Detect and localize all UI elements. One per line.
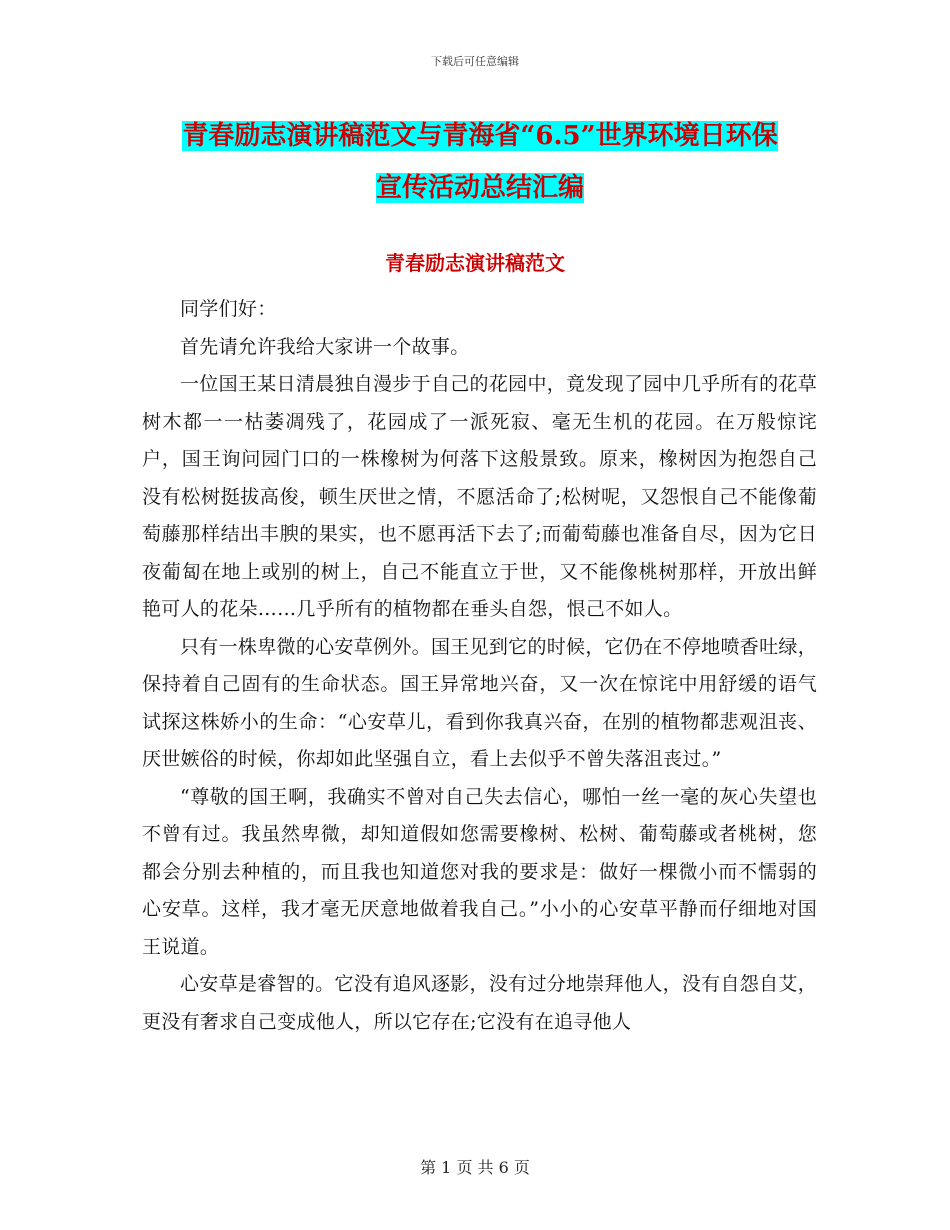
section-title: 青春励志演讲稿范文 [385,251,565,275]
paragraph-intro: 首先请允许我给大家讲一个故事。 [180,335,470,358]
paragraph-story: 一位国王某日清晨独自漫步于自己的花园中，竟发现了园中几乎所有的花草树木都一一枯萎凋残了，花园成了一派死寂、毫无生机的花园。在万般惊诧户，国王询问园门口的一株橡树为何落下这般景致。原来，橡树因为抱怨自己没有松树挺拔高俊，顿生厌世之情，不愿活命了;松树呢，又怨恨自己不能像葡萄藤那样结出丰腴的果实，也不愿再活下去了;而葡萄藤也准备自尽，因为它日夜葡匐在地上或别的树上，自己不能直立于世，又不能像桃树那样，开放出鲜艳可人的花朵……几乎所有的植物都在垂头自怨，恨己不如人。 [142,373,817,620]
paragraph-greeting: 同学们好： [180,298,277,320]
document-title-line1: 青春励志演讲稿范文与青海省“6.5”世界环境日环保 [182,121,778,151]
paragraph-heartsease: 只有一株卑微的心安草例外。国王见到它的时候，它仍在不停地喷香吐绿，保持着自己固有的生命状态。国王异常地兴奋，又一次在惊诧中用舒缓的语气试探这株娇小的生命：“心安草儿，看到你我真兴奋，在别的植物都悲观沮丧、厌世嫉俗的时候，你却如此坚强自立，看上去似乎不曾失落沮丧过。” [142,635,817,770]
document-title [140,110,820,214]
page-number: 第 1 页 共 6 页 [420,1158,530,1177]
document-body [142,291,817,1041]
header-note: 下载后可任意编辑 [431,55,519,68]
document-title-line2: 宣传活动总结汇编 [375,173,584,203]
paragraph-wisdom: 心安草是睿智的。它没有追风逐影，没有过分地崇拜他人，没有自怨自艾，更没有奢求自己变成他人，所以它存在;它没有在追寻他人 [142,973,817,1033]
paragraph-reply: “尊敬的国王啊，我确实不曾对自己失去信心，哪怕一丝一毫的灰心失望也不曾有过。我虽然卑微，却知道假如您需要橡树、松树、葡萄藤或者桃树，您都会分别去种植的，而且我也知道您对我的要求是：做好一棵微小而不懦弱的心安草。这样，我才毫无厌意地做着我自己。”小小的心安草平静而仔细地对国王说道。 [142,785,817,958]
